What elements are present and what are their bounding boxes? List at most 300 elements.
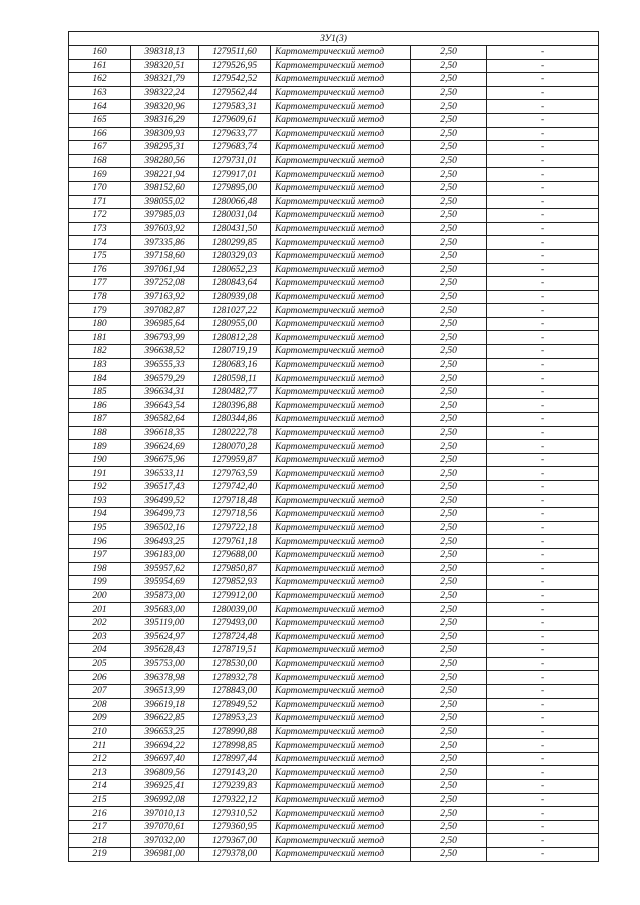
y-coordinate-cell: 1280482,77 [199, 385, 271, 399]
method-cell: Картометрический метод [271, 589, 411, 603]
y-coordinate-cell: 1280031,04 [199, 209, 271, 223]
note-cell: - [487, 494, 599, 508]
method-cell: Картометрический метод [271, 168, 411, 182]
method-cell: Картометрический метод [271, 154, 411, 168]
point-number-cell: 204 [69, 644, 131, 658]
note-cell: - [487, 589, 599, 603]
accuracy-cell: 2,50 [411, 467, 487, 481]
note-cell: - [487, 277, 599, 291]
x-coordinate-cell: 396579,29 [131, 372, 199, 386]
x-coordinate-cell: 396694,22 [131, 739, 199, 753]
method-cell: Картометрический метод [271, 100, 411, 114]
accuracy-cell: 2,50 [411, 725, 487, 739]
note-cell: - [487, 562, 599, 576]
note-cell: - [487, 548, 599, 562]
x-coordinate-cell: 398152,60 [131, 181, 199, 195]
method-cell: Картометрический метод [271, 793, 411, 807]
note-cell: - [487, 684, 599, 698]
point-number-cell: 206 [69, 671, 131, 685]
note-cell: - [487, 766, 599, 780]
y-coordinate-cell: 1280719,19 [199, 345, 271, 359]
method-cell: Картометрический метод [271, 141, 411, 155]
table-row [69, 535, 599, 549]
y-coordinate-cell: 1279360,95 [199, 820, 271, 834]
y-coordinate-cell: 1279322,12 [199, 793, 271, 807]
x-coordinate-cell: 396622,85 [131, 712, 199, 726]
y-coordinate-cell: 1280070,28 [199, 440, 271, 454]
x-coordinate-cell: 397070,61 [131, 820, 199, 834]
method-cell: Картометрический метод [271, 86, 411, 100]
y-coordinate-cell: 1279583,31 [199, 100, 271, 114]
table-row [69, 413, 599, 427]
note-cell: - [487, 141, 599, 155]
table-row [69, 358, 599, 372]
point-number-cell: 189 [69, 440, 131, 454]
x-coordinate-cell: 395119,00 [131, 616, 199, 630]
x-coordinate-cell: 398280,56 [131, 154, 199, 168]
note-cell: - [487, 263, 599, 277]
y-coordinate-cell: 1279683,74 [199, 141, 271, 155]
accuracy-cell: 2,50 [411, 576, 487, 590]
note-cell: - [487, 657, 599, 671]
point-number-cell: 167 [69, 141, 131, 155]
y-coordinate-cell: 1279742,40 [199, 481, 271, 495]
note-cell: - [487, 807, 599, 821]
point-number-cell: 191 [69, 467, 131, 481]
table-row [69, 712, 599, 726]
accuracy-cell: 2,50 [411, 752, 487, 766]
method-cell: Картометрический метод [271, 671, 411, 685]
method-cell: Картометрический метод [271, 481, 411, 495]
y-coordinate-cell: 1279722,18 [199, 521, 271, 535]
point-number-cell: 194 [69, 508, 131, 522]
accuracy-cell: 2,50 [411, 780, 487, 794]
table-row [69, 345, 599, 359]
x-coordinate-cell: 396697,40 [131, 752, 199, 766]
table-row [69, 127, 599, 141]
y-coordinate-cell: 1279239,83 [199, 780, 271, 794]
accuracy-cell: 2,50 [411, 548, 487, 562]
accuracy-cell: 2,50 [411, 46, 487, 60]
point-number-cell: 175 [69, 249, 131, 263]
method-cell: Картометрический метод [271, 304, 411, 318]
point-number-cell: 208 [69, 698, 131, 712]
method-cell: Картометрический метод [271, 548, 411, 562]
x-coordinate-cell: 396638,52 [131, 345, 199, 359]
accuracy-cell: 2,50 [411, 86, 487, 100]
table-row [69, 181, 599, 195]
point-number-cell: 180 [69, 317, 131, 331]
note-cell: - [487, 440, 599, 454]
point-number-cell: 193 [69, 494, 131, 508]
table-row [69, 317, 599, 331]
y-coordinate-cell: 1280598,11 [199, 372, 271, 386]
y-coordinate-cell: 1280039,00 [199, 603, 271, 617]
table-row [69, 453, 599, 467]
x-coordinate-cell: 396619,18 [131, 698, 199, 712]
point-number-cell: 210 [69, 725, 131, 739]
y-coordinate-cell: 1279526,95 [199, 59, 271, 73]
method-cell: Картометрический метод [271, 277, 411, 291]
accuracy-cell: 2,50 [411, 413, 487, 427]
table-row [69, 86, 599, 100]
method-cell: Картометрический метод [271, 712, 411, 726]
x-coordinate-cell: 397082,87 [131, 304, 199, 318]
method-cell: Картометрический метод [271, 494, 411, 508]
method-cell: Картометрический метод [271, 780, 411, 794]
y-coordinate-cell: 1280683,16 [199, 358, 271, 372]
method-cell: Картометрический метод [271, 508, 411, 522]
point-number-cell: 213 [69, 766, 131, 780]
accuracy-cell: 2,50 [411, 195, 487, 209]
method-cell: Картометрический метод [271, 345, 411, 359]
x-coordinate-cell: 396981,00 [131, 848, 199, 862]
accuracy-cell: 2,50 [411, 181, 487, 195]
point-number-cell: 216 [69, 807, 131, 821]
point-number-cell: 165 [69, 113, 131, 127]
y-coordinate-cell: 1279542,52 [199, 73, 271, 87]
point-number-cell: 163 [69, 86, 131, 100]
accuracy-cell: 2,50 [411, 277, 487, 291]
note-cell: - [487, 413, 599, 427]
accuracy-cell: 2,50 [411, 562, 487, 576]
method-cell: Картометрический метод [271, 331, 411, 345]
table-row [69, 752, 599, 766]
point-number-cell: 172 [69, 209, 131, 223]
accuracy-cell: 2,50 [411, 630, 487, 644]
note-cell: - [487, 385, 599, 399]
y-coordinate-cell: 1279912,00 [199, 589, 271, 603]
accuracy-cell: 2,50 [411, 100, 487, 114]
x-coordinate-cell: 397032,00 [131, 834, 199, 848]
accuracy-cell: 2,50 [411, 535, 487, 549]
table-row [69, 168, 599, 182]
point-number-cell: 217 [69, 820, 131, 834]
table-row [69, 576, 599, 590]
point-number-cell: 179 [69, 304, 131, 318]
table-row [69, 698, 599, 712]
method-cell: Картометрический метод [271, 181, 411, 195]
point-number-cell: 212 [69, 752, 131, 766]
x-coordinate-cell: 396809,56 [131, 766, 199, 780]
note-cell: - [487, 834, 599, 848]
note-cell: - [487, 481, 599, 495]
note-cell: - [487, 181, 599, 195]
y-coordinate-cell: 1279959,87 [199, 453, 271, 467]
method-cell: Картометрический метод [271, 358, 411, 372]
accuracy-cell: 2,50 [411, 616, 487, 630]
method-cell: Картометрический метод [271, 290, 411, 304]
y-coordinate-cell: 1280066,48 [199, 195, 271, 209]
note-cell: - [487, 848, 599, 862]
method-cell: Картометрический метод [271, 752, 411, 766]
y-coordinate-cell: 1279493,00 [199, 616, 271, 630]
method-cell: Картометрический метод [271, 562, 411, 576]
y-coordinate-cell: 1279562,44 [199, 86, 271, 100]
method-cell: Картометрический метод [271, 467, 411, 481]
note-cell: - [487, 752, 599, 766]
x-coordinate-cell: 396618,35 [131, 426, 199, 440]
x-coordinate-cell: 396624,69 [131, 440, 199, 454]
accuracy-cell: 2,50 [411, 358, 487, 372]
note-cell: - [487, 195, 599, 209]
table-row [69, 481, 599, 495]
point-number-cell: 195 [69, 521, 131, 535]
note-cell: - [487, 222, 599, 236]
accuracy-cell: 2,50 [411, 236, 487, 250]
note-cell: - [487, 399, 599, 413]
accuracy-cell: 2,50 [411, 372, 487, 386]
x-coordinate-cell: 396643,54 [131, 399, 199, 413]
table-row [69, 657, 599, 671]
note-cell: - [487, 168, 599, 182]
method-cell: Картометрический метод [271, 535, 411, 549]
table-row [69, 263, 599, 277]
table-row [69, 372, 599, 386]
point-number-cell: 162 [69, 73, 131, 87]
point-number-cell: 190 [69, 453, 131, 467]
accuracy-cell: 2,50 [411, 73, 487, 87]
coordinates-table [68, 31, 599, 862]
accuracy-cell: 2,50 [411, 304, 487, 318]
accuracy-cell: 2,50 [411, 684, 487, 698]
note-cell: - [487, 345, 599, 359]
y-coordinate-cell: 1279763,59 [199, 467, 271, 481]
point-number-cell: 219 [69, 848, 131, 862]
table-row [69, 304, 599, 318]
table-row [69, 426, 599, 440]
method-cell: Картометрический метод [271, 399, 411, 413]
table-row [69, 807, 599, 821]
accuracy-cell: 2,50 [411, 440, 487, 454]
y-coordinate-cell: 1279917,01 [199, 168, 271, 182]
y-coordinate-cell: 1279367,00 [199, 834, 271, 848]
table-row [69, 236, 599, 250]
table-row [69, 467, 599, 481]
method-cell: Картометрический метод [271, 848, 411, 862]
note-cell: - [487, 372, 599, 386]
x-coordinate-cell: 396533,11 [131, 467, 199, 481]
x-coordinate-cell: 396555,33 [131, 358, 199, 372]
method-cell: Картометрический метод [271, 725, 411, 739]
x-coordinate-cell: 396493,25 [131, 535, 199, 549]
method-cell: Картометрический метод [271, 616, 411, 630]
note-cell: - [487, 127, 599, 141]
point-number-cell: 211 [69, 739, 131, 753]
note-cell: - [487, 630, 599, 644]
y-coordinate-cell: 1280955,00 [199, 317, 271, 331]
table-caption: ЗУ1(3) [69, 32, 599, 46]
accuracy-cell: 2,50 [411, 644, 487, 658]
accuracy-cell: 2,50 [411, 209, 487, 223]
method-cell: Картометрический метод [271, 766, 411, 780]
x-coordinate-cell: 398320,96 [131, 100, 199, 114]
note-cell: - [487, 426, 599, 440]
method-cell: Картометрический метод [271, 644, 411, 658]
note-cell: - [487, 603, 599, 617]
table-row [69, 739, 599, 753]
x-coordinate-cell: 396582,64 [131, 413, 199, 427]
point-number-cell: 207 [69, 684, 131, 698]
method-cell: Картометрический метод [271, 372, 411, 386]
method-cell: Картометрический метод [271, 113, 411, 127]
note-cell: - [487, 317, 599, 331]
y-coordinate-cell: 1278949,52 [199, 698, 271, 712]
x-coordinate-cell: 398309,93 [131, 127, 199, 141]
x-coordinate-cell: 396378,98 [131, 671, 199, 685]
y-coordinate-cell: 1279895,00 [199, 181, 271, 195]
point-number-cell: 177 [69, 277, 131, 291]
table-row [69, 385, 599, 399]
accuracy-cell: 2,50 [411, 508, 487, 522]
x-coordinate-cell: 395873,00 [131, 589, 199, 603]
accuracy-cell: 2,50 [411, 521, 487, 535]
y-coordinate-cell: 1278932,78 [199, 671, 271, 685]
table-row [69, 603, 599, 617]
point-number-cell: 184 [69, 372, 131, 386]
table-row [69, 73, 599, 87]
method-cell: Картометрический метод [271, 521, 411, 535]
method-cell: Картометрический метод [271, 236, 411, 250]
method-cell: Картометрический метод [271, 698, 411, 712]
note-cell: - [487, 820, 599, 834]
method-cell: Картометрический метод [271, 657, 411, 671]
method-cell: Картометрический метод [271, 317, 411, 331]
note-cell: - [487, 467, 599, 481]
y-coordinate-cell: 1279761,18 [199, 535, 271, 549]
x-coordinate-cell: 396925,41 [131, 780, 199, 794]
method-cell: Картометрический метод [271, 59, 411, 73]
accuracy-cell: 2,50 [411, 426, 487, 440]
table-row [69, 589, 599, 603]
note-cell: - [487, 113, 599, 127]
x-coordinate-cell: 396183,00 [131, 548, 199, 562]
y-coordinate-cell: 1278724,48 [199, 630, 271, 644]
table-row [69, 249, 599, 263]
point-number-cell: 215 [69, 793, 131, 807]
point-number-cell: 178 [69, 290, 131, 304]
accuracy-cell: 2,50 [411, 453, 487, 467]
note-cell: - [487, 46, 599, 60]
note-cell: - [487, 793, 599, 807]
x-coordinate-cell: 397252,08 [131, 277, 199, 291]
y-coordinate-cell: 1280431,50 [199, 222, 271, 236]
note-cell: - [487, 671, 599, 685]
method-cell: Картометрический метод [271, 127, 411, 141]
point-number-cell: 199 [69, 576, 131, 590]
accuracy-cell: 2,50 [411, 793, 487, 807]
accuracy-cell: 2,50 [411, 589, 487, 603]
table-row [69, 154, 599, 168]
note-cell: - [487, 304, 599, 318]
x-coordinate-cell: 397163,92 [131, 290, 199, 304]
point-number-cell: 164 [69, 100, 131, 114]
point-number-cell: 214 [69, 780, 131, 794]
table-row [69, 630, 599, 644]
x-coordinate-cell: 398316,29 [131, 113, 199, 127]
x-coordinate-cell: 396513,99 [131, 684, 199, 698]
point-number-cell: 176 [69, 263, 131, 277]
x-coordinate-cell: 397603,92 [131, 222, 199, 236]
method-cell: Картометрический метод [271, 249, 411, 263]
y-coordinate-cell: 1281027,22 [199, 304, 271, 318]
method-cell: Картометрический метод [271, 222, 411, 236]
point-number-cell: 160 [69, 46, 131, 60]
x-coordinate-cell: 397985,03 [131, 209, 199, 223]
y-coordinate-cell: 1280843,64 [199, 277, 271, 291]
table-row [69, 671, 599, 685]
table-row [69, 331, 599, 345]
x-coordinate-cell: 398320,51 [131, 59, 199, 73]
accuracy-cell: 2,50 [411, 807, 487, 821]
table-row [69, 59, 599, 73]
y-coordinate-cell: 1279633,77 [199, 127, 271, 141]
y-coordinate-cell: 1279850,87 [199, 562, 271, 576]
note-cell: - [487, 535, 599, 549]
accuracy-cell: 2,50 [411, 331, 487, 345]
accuracy-cell: 2,50 [411, 127, 487, 141]
y-coordinate-cell: 1280344,86 [199, 413, 271, 427]
coordinates-table-sheet [68, 31, 598, 862]
table-caption-row [69, 32, 599, 46]
accuracy-cell: 2,50 [411, 603, 487, 617]
note-cell: - [487, 358, 599, 372]
table-row [69, 508, 599, 522]
method-cell: Картометрический метод [271, 684, 411, 698]
note-cell: - [487, 100, 599, 114]
x-coordinate-cell: 398321,79 [131, 73, 199, 87]
accuracy-cell: 2,50 [411, 154, 487, 168]
table-row [69, 440, 599, 454]
note-cell: - [487, 576, 599, 590]
x-coordinate-cell: 395624,97 [131, 630, 199, 644]
note-cell: - [487, 453, 599, 467]
point-number-cell: 192 [69, 481, 131, 495]
note-cell: - [487, 236, 599, 250]
accuracy-cell: 2,50 [411, 113, 487, 127]
method-cell: Картометрический метод [271, 263, 411, 277]
note-cell: - [487, 86, 599, 100]
note-cell: - [487, 521, 599, 535]
accuracy-cell: 2,50 [411, 59, 487, 73]
method-cell: Картометрический метод [271, 73, 411, 87]
point-number-cell: 170 [69, 181, 131, 195]
method-cell: Картометрический метод [271, 603, 411, 617]
y-coordinate-cell: 1280299,85 [199, 236, 271, 250]
note-cell: - [487, 739, 599, 753]
table-row [69, 820, 599, 834]
accuracy-cell: 2,50 [411, 739, 487, 753]
method-cell: Картометрический метод [271, 630, 411, 644]
point-number-cell: 174 [69, 236, 131, 250]
table-row [69, 46, 599, 60]
point-number-cell: 187 [69, 413, 131, 427]
x-coordinate-cell: 398055,02 [131, 195, 199, 209]
note-cell: - [487, 154, 599, 168]
x-coordinate-cell: 396634,31 [131, 385, 199, 399]
accuracy-cell: 2,50 [411, 698, 487, 712]
table-row [69, 780, 599, 794]
accuracy-cell: 2,50 [411, 385, 487, 399]
note-cell: - [487, 508, 599, 522]
x-coordinate-cell: 397061,94 [131, 263, 199, 277]
y-coordinate-cell: 1279143,20 [199, 766, 271, 780]
y-coordinate-cell: 1278997,44 [199, 752, 271, 766]
accuracy-cell: 2,50 [411, 290, 487, 304]
accuracy-cell: 2,50 [411, 657, 487, 671]
point-number-cell: 200 [69, 589, 131, 603]
table-row [69, 684, 599, 698]
